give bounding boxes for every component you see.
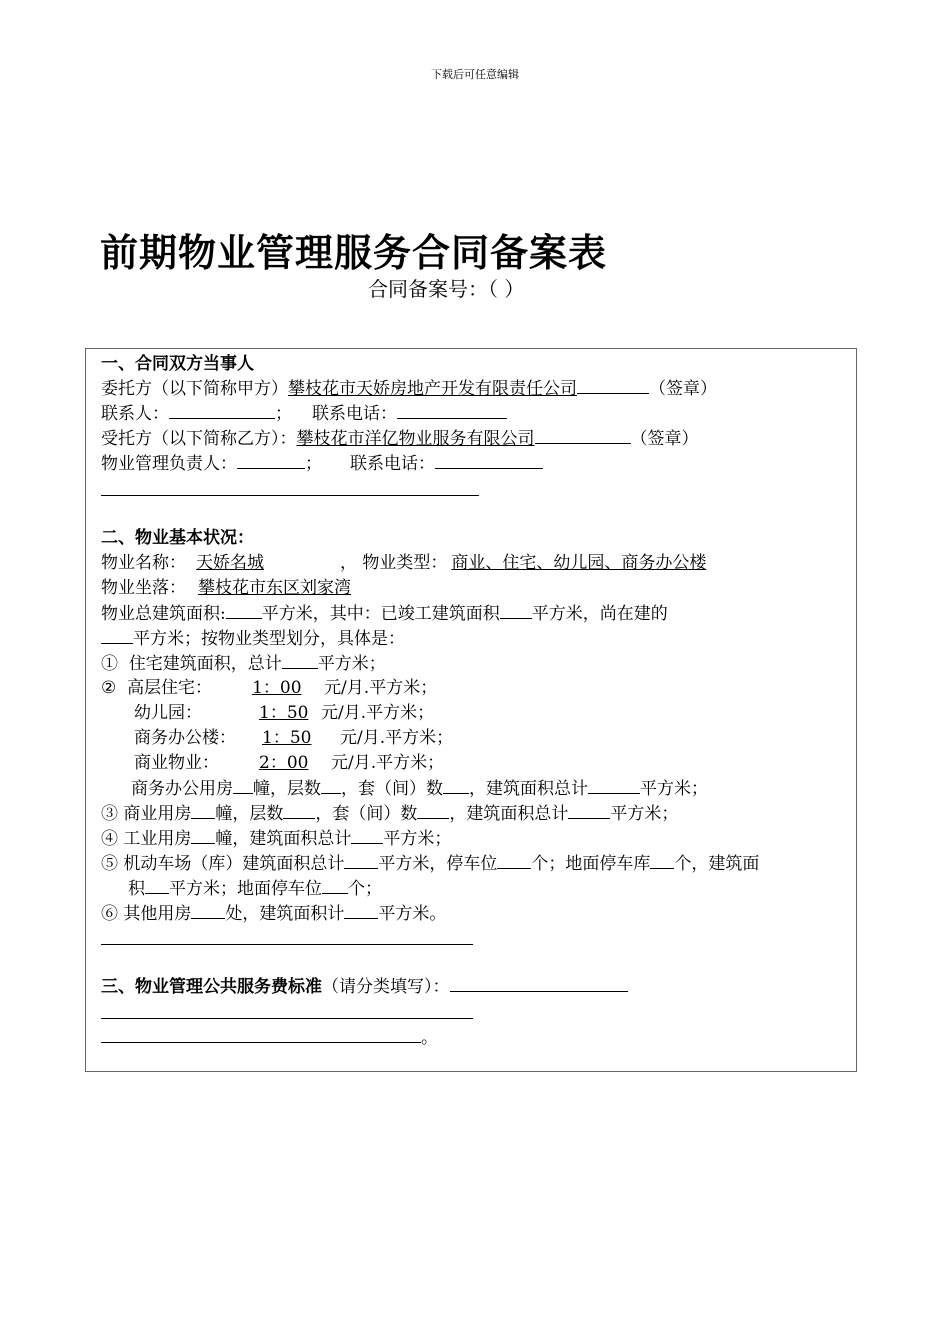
item-5-number: ⑤ [101,854,118,874]
unit-label: 个； [348,879,382,899]
industrial-use-label: 工业用房 [123,829,192,849]
phone-label-2: 联系电话： [350,454,435,474]
property-name-value[interactable]: 天娇名城 [196,553,264,573]
parking-spaces-field[interactable] [497,851,531,869]
building-area-label: 个，建筑面 [674,854,760,874]
page-title: 前期物业管理服务合同备案表 [100,231,608,275]
sqm-label-3: 平方米； [610,804,679,824]
area-breakdown-row [101,626,405,651]
seal-label-b: （签章） [630,429,699,449]
commercial-label: 商业物业： [134,753,219,773]
commercial-use-area[interactable] [568,801,610,819]
phone-label: 联系电话： [312,404,397,424]
residential-area-field[interactable] [282,651,318,669]
party-b-value[interactable]: 攀枝花市洋亿物业服务有限公司 [296,429,535,449]
industrial-use-area[interactable] [351,826,383,844]
office-row [134,726,453,750]
section-3-row [101,974,628,999]
property-location-row [101,576,392,600]
item-1-row [101,651,386,676]
residential-area-label: 住宅建筑面积，总计 [128,654,282,674]
total-area-label-2: ，建筑面积总计 [469,779,588,799]
manager-field[interactable] [237,451,305,469]
service-fee-line-3[interactable] [101,1025,421,1043]
item-2-row [101,676,437,700]
commercial-row [134,751,444,775]
section-3-note: （请分类填写）： [322,977,450,997]
semicolon: ； [275,404,292,424]
kindergarten-row [134,701,434,725]
header-note: 下载后可任意编辑 [431,68,519,81]
sqm-label: 平方米； [317,654,386,674]
other-use-area[interactable] [344,901,378,919]
total-area-field[interactable] [226,601,262,619]
item-5-row [101,851,759,876]
service-fee-line-3-row [101,1025,438,1050]
item-5-row-2 [128,876,382,901]
total-area-label-3: ，建筑面积总计 [449,804,569,824]
office-use-row [131,776,708,801]
form-box [85,348,857,1072]
contact-label: 联系人： [101,404,169,424]
area-char: 积 [128,879,145,899]
kindergarten-label: 幼儿园： [134,703,202,723]
floors-label-3: 幢，层数 [215,804,284,824]
office-use-area[interactable] [588,776,640,794]
party-a-blank[interactable] [577,376,649,394]
other-use-label: 其他用房 [123,904,192,924]
breakdown-label: 平方米；按物业类型划分，具体是： [133,629,405,649]
highrise-unit: 元/月.平方米； [324,678,438,698]
phone-field[interactable] [397,401,507,419]
section-2-heading: 二、物业基本状况： [101,528,254,548]
property-location-label: 物业坐落： [101,578,186,598]
party-a-label: 委托方（以下简称甲方） [101,379,288,399]
property-type-value[interactable]: 商业、住宅、幼儿园、商务办公楼 [451,553,707,573]
property-name-row [101,551,706,575]
office-unit: 元/月.平方米； [340,728,454,748]
parking-area-label: 机动车场（库）建筑面积总计 [123,854,345,874]
item-4-number: ④ [101,829,118,849]
commercial-use-suites[interactable] [417,801,449,819]
industrial-area-label: 幢，建筑面积总计 [215,829,352,849]
service-fee-line-2[interactable] [101,1018,473,1019]
contact-row [101,401,507,426]
section-3-heading: 三、物业管理公共服务费标准 [101,977,322,997]
office-label: 商务办公楼： [134,728,236,748]
office-value[interactable]: 1：50 [262,728,312,748]
party-b-row [101,426,699,451]
parking-area-field[interactable] [344,851,378,869]
commercial-use-label: 商业用房 [123,804,192,824]
property-type-label: ， 物业类型： [340,553,448,573]
other-area-label: 处，建筑面积计 [225,904,345,924]
party-a-row [101,376,717,401]
floors-label: 幢，层数 [253,779,321,799]
item-3-number: ③ [101,804,118,824]
highrise-value[interactable]: 1：00 [252,678,302,698]
party-b-label: 受托方（以下简称乙方）： [101,429,297,449]
in-progress-label: 平方米，尚在建的 [531,604,668,624]
semicolon-2: ； [305,454,322,474]
manager-row [101,451,543,476]
section-1-heading: 一、合同双方当事人 [101,354,254,374]
record-number: 合同备案号：（ ） [368,277,525,301]
property-name-label: 物业名称： [101,553,186,573]
ground-garage-label: 个；地面停车库 [531,854,651,874]
office-use-suites[interactable] [443,776,469,794]
manager-label: 物业管理负责人： [101,454,237,474]
section-2-rule[interactable] [101,944,473,945]
total-area-label: 物业总建筑面积: [101,604,226,624]
kindergarten-value[interactable]: 1：50 [259,703,309,723]
party-b-blank[interactable] [535,426,631,444]
office-use-label: 商务办公用房 [131,779,233,799]
contact-field[interactable] [169,401,275,419]
commercial-use-buildings[interactable] [191,801,215,819]
section-1-rule[interactable] [101,495,479,496]
ground-parking-field[interactable] [322,876,348,894]
garage-area-field[interactable] [145,876,169,894]
office-use-floors[interactable] [321,776,341,794]
industrial-use-buildings[interactable] [191,826,215,844]
kindergarten-unit: 元/月.平方米； [321,703,435,723]
end-mark: 。 [421,1028,438,1048]
property-location-value[interactable]: 攀枝花市东区刘家湾 [198,578,351,598]
service-fee-field[interactable] [450,974,628,992]
total-area-row [101,601,668,626]
seal-label: （签章） [649,379,717,399]
parking-spaces-label: 平方米，停车位 [378,854,498,874]
commercial-use-floors[interactable] [283,801,315,819]
item-3-row [101,801,678,826]
commercial-value[interactable]: 2：00 [259,753,309,773]
in-progress-area-field[interactable] [101,626,133,644]
party-a-value[interactable]: 攀枝花市天娇房地产开发有限责任公司 [288,379,577,399]
sqm-label-2: 平方米； [640,779,708,799]
item-4-row [101,826,451,851]
ground-parking-label: 平方米；地面停车位 [169,879,322,899]
item-1-number: ① [101,654,118,674]
completed-area-label: 平方米，其中：已竣工建筑面积 [261,604,500,624]
phone-field-2[interactable] [435,451,543,469]
highrise-label: 高层住宅： [127,678,213,698]
office-use-buildings[interactable] [233,776,253,794]
item-6-number: ⑥ [101,904,118,924]
item-2-number: ② [101,678,117,698]
other-use-count[interactable] [191,901,225,919]
commercial-unit: 元/月.平方米； [331,753,445,773]
sqm-label-4: 平方米； [383,829,452,849]
ground-garage-field[interactable] [650,851,674,869]
sqm-label-6: 平方米。 [378,904,447,924]
suites-label: ，套（间）数 [341,779,443,799]
item-6-row [101,901,446,926]
suites-label-3: ，套（间）数 [315,804,418,824]
completed-area-field[interactable] [500,601,532,619]
